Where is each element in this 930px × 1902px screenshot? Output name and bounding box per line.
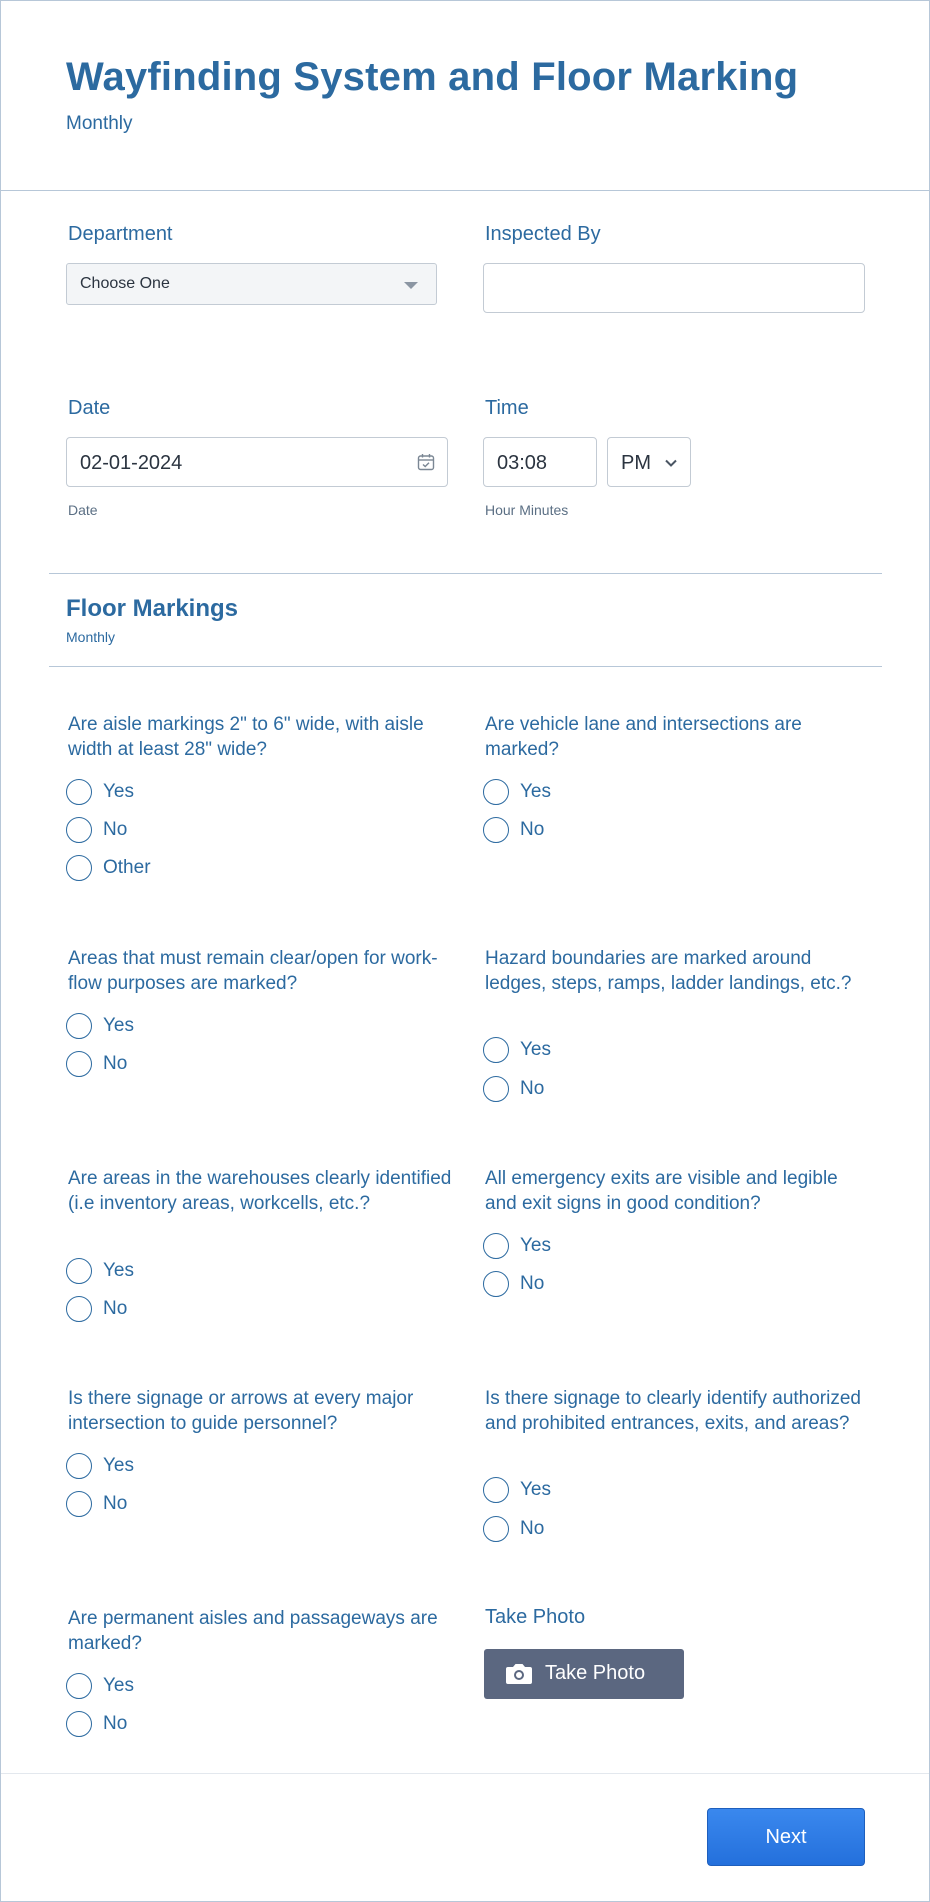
time-input[interactable] xyxy=(483,437,597,487)
option-label: No xyxy=(520,819,545,840)
option-label: Yes xyxy=(103,1455,134,1476)
section-title: Floor Markings xyxy=(66,595,239,622)
question-signage-arrows: Is there signage or arrows at every major intersection to guide personnel? xyxy=(68,1388,414,1434)
radio-button[interactable] xyxy=(66,1673,92,1699)
option-label: No xyxy=(103,1053,128,1074)
radio-button[interactable] xyxy=(483,1516,509,1542)
option-label: No xyxy=(103,1713,128,1734)
question-aisle-markings: Are aisle markings 2" to 6" wide, with aisle width at least 28" wide? xyxy=(68,714,424,760)
option-label: No xyxy=(520,1273,545,1294)
section-subtitle: Monthly xyxy=(66,629,116,645)
date-sublabel: Date xyxy=(68,502,98,518)
option-label: Yes xyxy=(520,1039,551,1060)
radio-button[interactable] xyxy=(66,1711,92,1737)
radio-button[interactable] xyxy=(483,1271,509,1297)
option-label: No xyxy=(103,1493,128,1514)
take-photo-button-label: Take Photo xyxy=(545,1662,646,1684)
radio-button[interactable] xyxy=(66,1051,92,1077)
radio-button[interactable] xyxy=(66,1296,92,1322)
form-header xyxy=(1,1,929,191)
option-label: Yes xyxy=(103,781,134,802)
time-sublabel: Hour Minutes xyxy=(485,502,569,518)
radio-button[interactable] xyxy=(483,1233,509,1259)
date-value: 02-01-2024 xyxy=(80,452,183,474)
time-label: Time xyxy=(485,397,529,419)
department-label: Department xyxy=(68,223,173,245)
caret-down-icon xyxy=(404,282,418,289)
inspected-by-label: Inspected By xyxy=(485,223,601,245)
take-photo-label: Take Photo xyxy=(485,1606,586,1628)
chevron-down-icon xyxy=(664,456,678,470)
option-label: No xyxy=(520,1518,545,1539)
radio-button[interactable] xyxy=(66,855,92,881)
radio-button[interactable] xyxy=(483,1037,509,1063)
next-button[interactable] xyxy=(707,1808,865,1866)
take-photo-button[interactable] xyxy=(484,1649,684,1699)
radio-button[interactable] xyxy=(66,1453,92,1479)
next-button-label: Next xyxy=(765,1826,807,1848)
date-input[interactable] xyxy=(66,437,448,487)
radio-button[interactable] xyxy=(66,779,92,805)
option-label: No xyxy=(103,819,128,840)
radio-button[interactable] xyxy=(483,779,509,805)
time-value: 03:08 xyxy=(497,452,548,474)
question-emergency-exits: All emergency exits are visible and legible and exit signs in good condition? xyxy=(485,1168,838,1214)
question-permanent-aisles: Are permanent aisles and passageways are marked? xyxy=(68,1608,438,1654)
department-select-value: Choose One xyxy=(80,275,170,292)
department-select[interactable] xyxy=(66,263,437,305)
option-label: Yes xyxy=(103,1260,134,1281)
option-label: No xyxy=(103,1298,128,1319)
option-label: Yes xyxy=(103,1675,134,1696)
radio-button[interactable] xyxy=(483,1076,509,1102)
section-divider-bottom xyxy=(49,666,882,667)
radio-button[interactable] xyxy=(483,1477,509,1503)
ampm-select[interactable] xyxy=(607,437,691,487)
inspected-by-input[interactable] xyxy=(483,263,865,313)
radio-button[interactable] xyxy=(66,1491,92,1517)
option-label: Yes xyxy=(520,781,551,802)
question-vehicle-lane: Are vehicle lane and intersections are marked? xyxy=(485,714,802,760)
section-divider-top xyxy=(49,573,882,574)
question-warehouse-areas: Are areas in the warehouses clearly identified (i.e inventory areas, workcells, etc.? xyxy=(68,1168,452,1214)
calendar-icon[interactable] xyxy=(417,453,435,471)
option-label: Yes xyxy=(520,1235,551,1256)
ampm-value: PM xyxy=(621,452,651,474)
camera-icon xyxy=(505,1662,533,1686)
radio-button[interactable] xyxy=(66,817,92,843)
footer-divider xyxy=(1,1773,929,1774)
option-label: No xyxy=(520,1078,545,1099)
option-label: Yes xyxy=(520,1479,551,1500)
question-hazard-boundaries: Hazard boundaries are marked around ledges, steps, ramps, ladder landings, etc.? xyxy=(485,948,852,994)
option-label: Yes xyxy=(103,1015,134,1036)
page-title: Wayfinding System and Floor Marking xyxy=(66,55,799,99)
option-label: Other xyxy=(103,857,151,878)
radio-button[interactable] xyxy=(66,1258,92,1284)
radio-button[interactable] xyxy=(66,1013,92,1039)
question-signage-entrances: Is there signage to clearly identify authorized and prohibited entrances, exits, and areas? xyxy=(485,1388,861,1434)
page-subtitle: Monthly xyxy=(66,113,133,134)
radio-button[interactable] xyxy=(483,817,509,843)
question-clear-areas: Areas that must remain clear/open for work-flow purposes are marked? xyxy=(68,948,438,994)
date-label: Date xyxy=(68,397,111,419)
